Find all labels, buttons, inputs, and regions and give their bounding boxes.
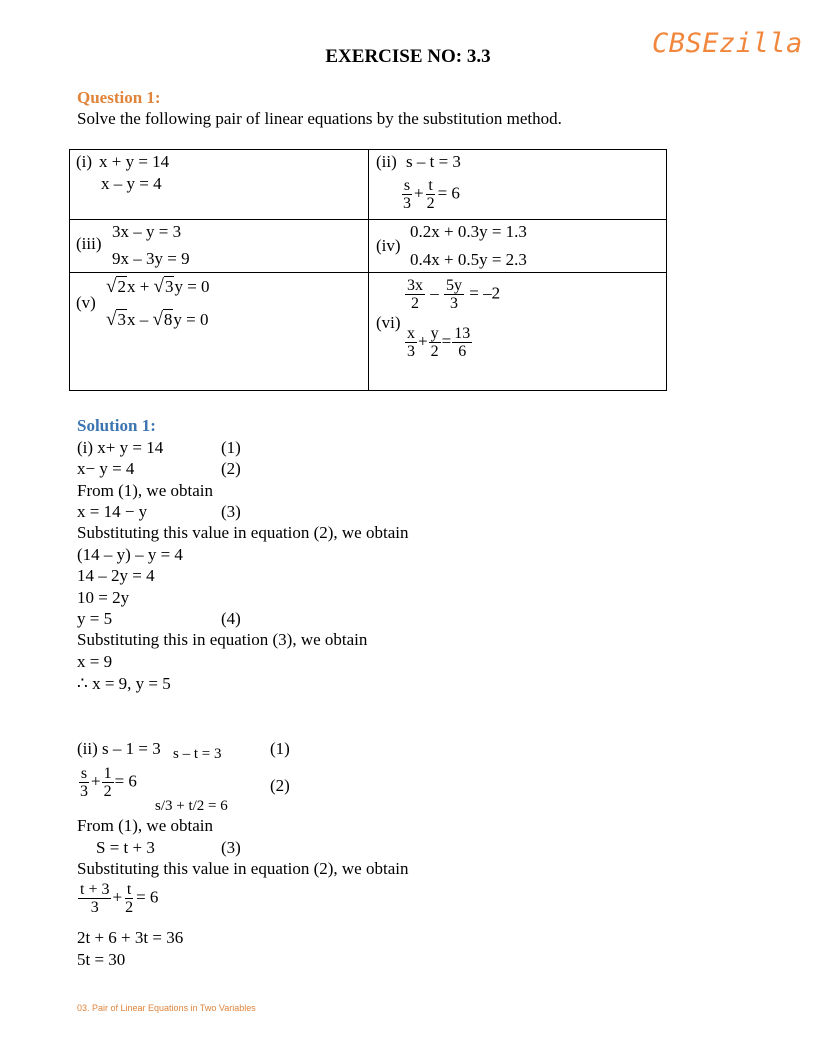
cell-v-eq2: √3x – √8y = 0 bbox=[106, 309, 209, 330]
solution-line: From (1), we obtain bbox=[77, 481, 213, 500]
solution-line: ∴ x = 9, y = 5 bbox=[77, 674, 171, 693]
cell-iii-label: (iii) bbox=[76, 234, 102, 253]
equation-tag: (3) bbox=[221, 838, 241, 857]
cell-vi-eq2: $\frac{x}{3}$ + $\frac{y}{2}$ = $\frac{13}{6}$ bbox=[407, 325, 471, 360]
question-text: Solve the following pair of linear equations by the substitution method. bbox=[77, 109, 562, 128]
solution-fraction-line: $\frac{t + 3}{3}$ + $\frac{t}{2}$ = 6 bbox=[80, 881, 159, 916]
solution-heading: Solution 1: bbox=[77, 416, 156, 435]
solution-line: s – t = 3 bbox=[173, 746, 222, 762]
solution-line: y = 5 bbox=[77, 609, 113, 628]
equation-tag: (2) bbox=[221, 459, 241, 478]
cell-i-label: (i) bbox=[76, 152, 93, 171]
equation-tag: (2) bbox=[270, 776, 290, 795]
solution-line: From (1), we obtain bbox=[77, 816, 213, 835]
table-row-divider bbox=[70, 272, 666, 273]
cell-iv-eq2: 0.4x + 0.5y = 2.3 bbox=[410, 250, 527, 269]
cell-iii-eq2: 9x – 3y = 9 bbox=[112, 249, 190, 268]
solution-line: x = 14 − y bbox=[77, 502, 148, 521]
equation-tag: (4) bbox=[221, 609, 241, 628]
cell-v-eq1: √2x + √3y = 0 bbox=[106, 276, 210, 297]
solution-line: Substituting this value in equation (2), we obtain bbox=[77, 859, 409, 878]
page-footer: 03. Pair of Linear Equations in Two Variables bbox=[77, 1003, 256, 1013]
cell-i-eq1: x + y = 14 bbox=[99, 152, 170, 171]
solution-line: (14 – y) – y = 4 bbox=[77, 545, 183, 564]
solution-line: (i) x+ y = 14 bbox=[77, 438, 164, 457]
solution-line: Substituting this value in equation (2), we obtain bbox=[77, 523, 409, 542]
solution-line: x− y = 4 bbox=[77, 459, 135, 478]
solution-line: x = 9 bbox=[77, 652, 113, 671]
solution-line: (ii) s – 1 = 3 bbox=[77, 739, 161, 758]
cell-vi-eq1: $\frac{3x}{2}$ – $\frac{5y}{3}$ = –2 bbox=[407, 277, 501, 312]
solution-line: S = t + 3 bbox=[96, 838, 155, 857]
cell-iv-label: (iv) bbox=[376, 236, 401, 255]
cell-ii-eq1: s – t = 3 bbox=[406, 152, 461, 171]
solution-fraction-line: $\frac{s}{3}$ + $\frac{1}{2}$ = 6 bbox=[80, 765, 137, 800]
cell-vi-label: (vi) bbox=[376, 313, 401, 332]
solution-line: 5t = 30 bbox=[77, 950, 126, 969]
equation-tag: (1) bbox=[221, 438, 241, 457]
solution-line: 10 = 2y bbox=[77, 588, 130, 607]
cbsezilla-logo: CBSEzilla bbox=[652, 28, 803, 59]
solution-line: s/3 + t/2 = 6 bbox=[155, 798, 228, 814]
equations-table bbox=[69, 149, 667, 391]
equation-tag: (3) bbox=[221, 502, 241, 521]
solution-line: Substituting this in equation (3), we obtain bbox=[77, 630, 368, 649]
cell-iii-eq1: 3x – y = 3 bbox=[112, 222, 182, 241]
cell-i-eq2: x – y = 4 bbox=[101, 174, 162, 193]
table-divider bbox=[368, 150, 369, 390]
cell-v-label: (v) bbox=[76, 293, 96, 312]
question-heading: Question 1: bbox=[77, 88, 161, 107]
exercise-title: EXERCISE NO: 3.3 bbox=[325, 46, 491, 67]
table-row-divider bbox=[70, 219, 666, 220]
cell-ii-eq2: $\frac{s}{3}$ + $\frac{t}{2}$ = 6 bbox=[403, 177, 460, 212]
solution-line: 2t + 6 + 3t = 36 bbox=[77, 928, 184, 947]
cell-iv-eq1: 0.2x + 0.3y = 1.3 bbox=[410, 222, 527, 241]
solution-line: 14 – 2y = 4 bbox=[77, 566, 155, 585]
cell-ii-label: (ii) bbox=[376, 152, 397, 171]
equation-tag: (1) bbox=[270, 739, 290, 758]
